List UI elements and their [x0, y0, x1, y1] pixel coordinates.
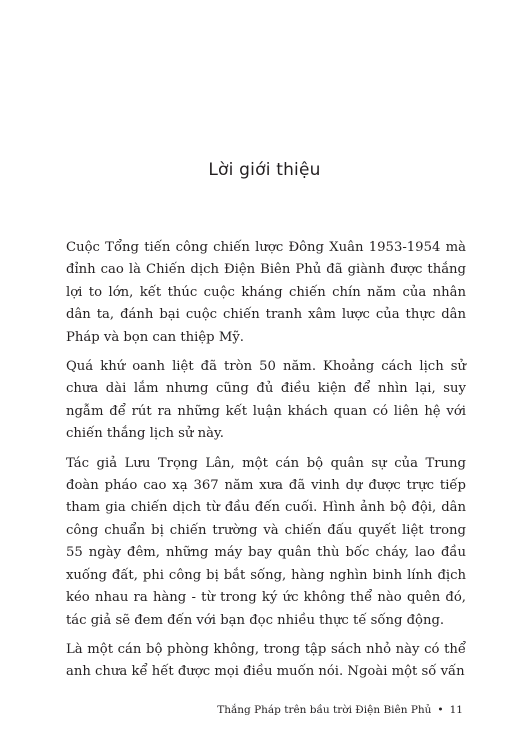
paragraph-2: Quá khứ oanh liệt đã tròn 50 năm. Khoảng cách lịch sử chưa dài lắm nhưng cũng đủ điều kiện để nhìn lại, suy ngẫm để rút ra những kết luận khách quan có liên hệ với chiến thắng lịch sử này.	[66, 359, 466, 442]
body-text	[66, 237, 466, 691]
paragraph-1: Cuộc Tổng tiến công chiến lược Đông Xuân 1953-1954 mà đỉnh cao là Chiến dịch Điện Biên Phủ đã giành được thắng lợi to lớn, kết thúc cuộc kháng chiến chín năm của nhân dân ta, đánh bại cuộc chiến tranh xâm lược của thực dân Pháp và bọn can thiệp Mỹ.	[66, 240, 466, 345]
page-title: Lời giới thiệu	[208, 160, 321, 180]
paragraph-4: Là một cán bộ phòng không, trong tập sách nhỏ này có thể anh chưa kể hết được mọi điều muốn nói. Ngoài một số vấn	[66, 641, 466, 680]
footer-separator: •	[437, 704, 444, 716]
running-footer	[217, 704, 463, 716]
paragraph-3: Tác giả Lưu Trọng Lân, một cán bộ quân sự của Trung đoàn pháo cao xạ 367 năm xưa đã vinh dự được trực tiếp tham gia chiến dịch từ đầu đến cuối. Hình ảnh bộ đội, dân công chuẩn bị chiến trường và chiến đấu quyết liệt trong 55 ngày đêm, những máy bay quân thù bốc cháy, lao đầu xuống đất, phi công bị bắt sống, hàng nghìn binh lính địch kéo nhau ra hàng - từ trong ký ức không thể nào quên đó, tác giả sẽ đem đến với bạn đọc nhiều thực tế sống động.	[66, 455, 466, 628]
footer-book-title: Thắng Pháp trên bầu trời Điện Biên Phủ	[217, 704, 432, 716]
page-number: 11	[449, 704, 463, 716]
